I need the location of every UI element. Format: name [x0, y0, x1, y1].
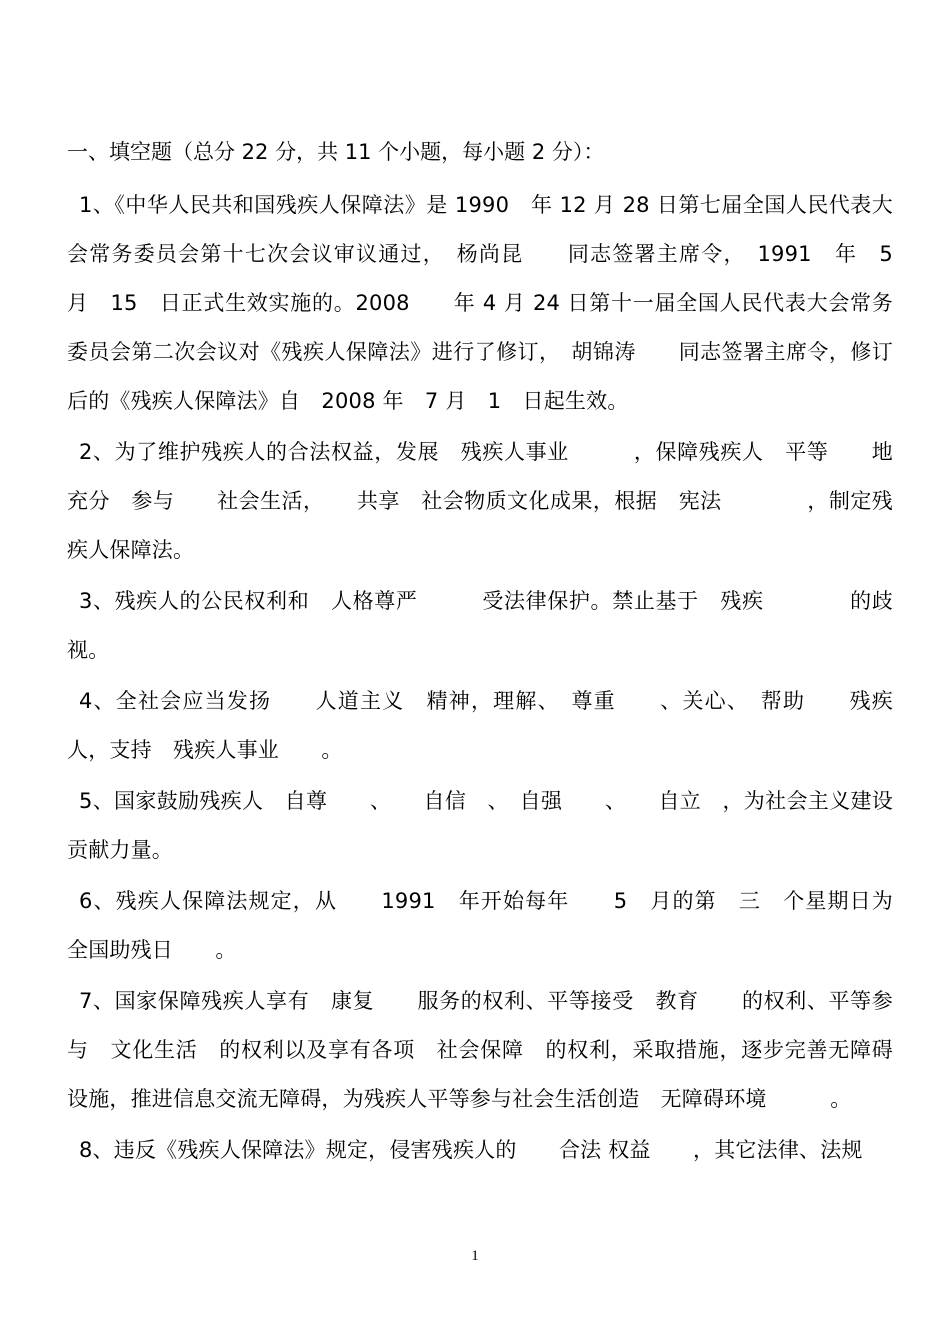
page-number: 1 — [471, 1248, 479, 1264]
question-8: 8、违反《残疾人保障法》规定，侵害残疾人的 合法 权益 ，其它法律、法规 — [79, 1138, 863, 1162]
question-3: 3、残疾人的公民权利和 人格尊严 受法律保护。禁止基于 残疾 的歧视。 — [67, 589, 893, 662]
question-2: 2、为了维护残疾人的合法权益，发展 残疾人事业 ，保障残疾人 平等 地充分 参与 社会生活， 共享 社会物质文化成果，根据 宪法 ，制定残疾人保障法。 — [67, 440, 893, 562]
question-4: 4、全社会应当发扬 人道主义 精神，理解、 尊重 、关心、 帮助 残疾人，支持 残疾人事业 。 — [67, 689, 893, 762]
section-title: 一、填空题（总分 22 分，共 11 个小题，每小题 2 分）： — [67, 140, 605, 164]
document-body — [67, 128, 915, 1177]
question-1: 1、《中华人民共和国残疾人保障法》是 1990 年 12 月 28 日第七届全国人民代表大会常务委员会第十七次会议审议通过， 杨尚昆 同志签署主席令， 1991 年 5 月 15 日正式生效实施的。2008 年 4 月 24 日第十一届全国人民代表大会常务委员会第二次会议对《残疾人保障法》进行了修订， 胡锦涛 同志签署主席令，修订后的《残疾人保障法》自 2008 年 7 月 1 日起生效。 — [67, 193, 915, 413]
question-6: 6、残疾人保障法规定，从 1991 年开始每年 5 月的第 三 个星期日为 全国助残日 。 — [67, 889, 915, 962]
question-7: 7、国家保障残疾人享有 康复 服务的权利、平等接受 教育 的权利、平等参与 文化生活 的权利以及享有各项 社会保障 的权利，采取措施，逐步完善无障碍设施，推进信息交流无障碍，为残疾人平等参与社会生活创造 无障碍环境 。 — [67, 989, 893, 1111]
question-5: 5、国家鼓励残疾人 自尊 、 自信 、 自强 、 自立 ，为社会主义建设贡献力量。 — [67, 789, 893, 862]
